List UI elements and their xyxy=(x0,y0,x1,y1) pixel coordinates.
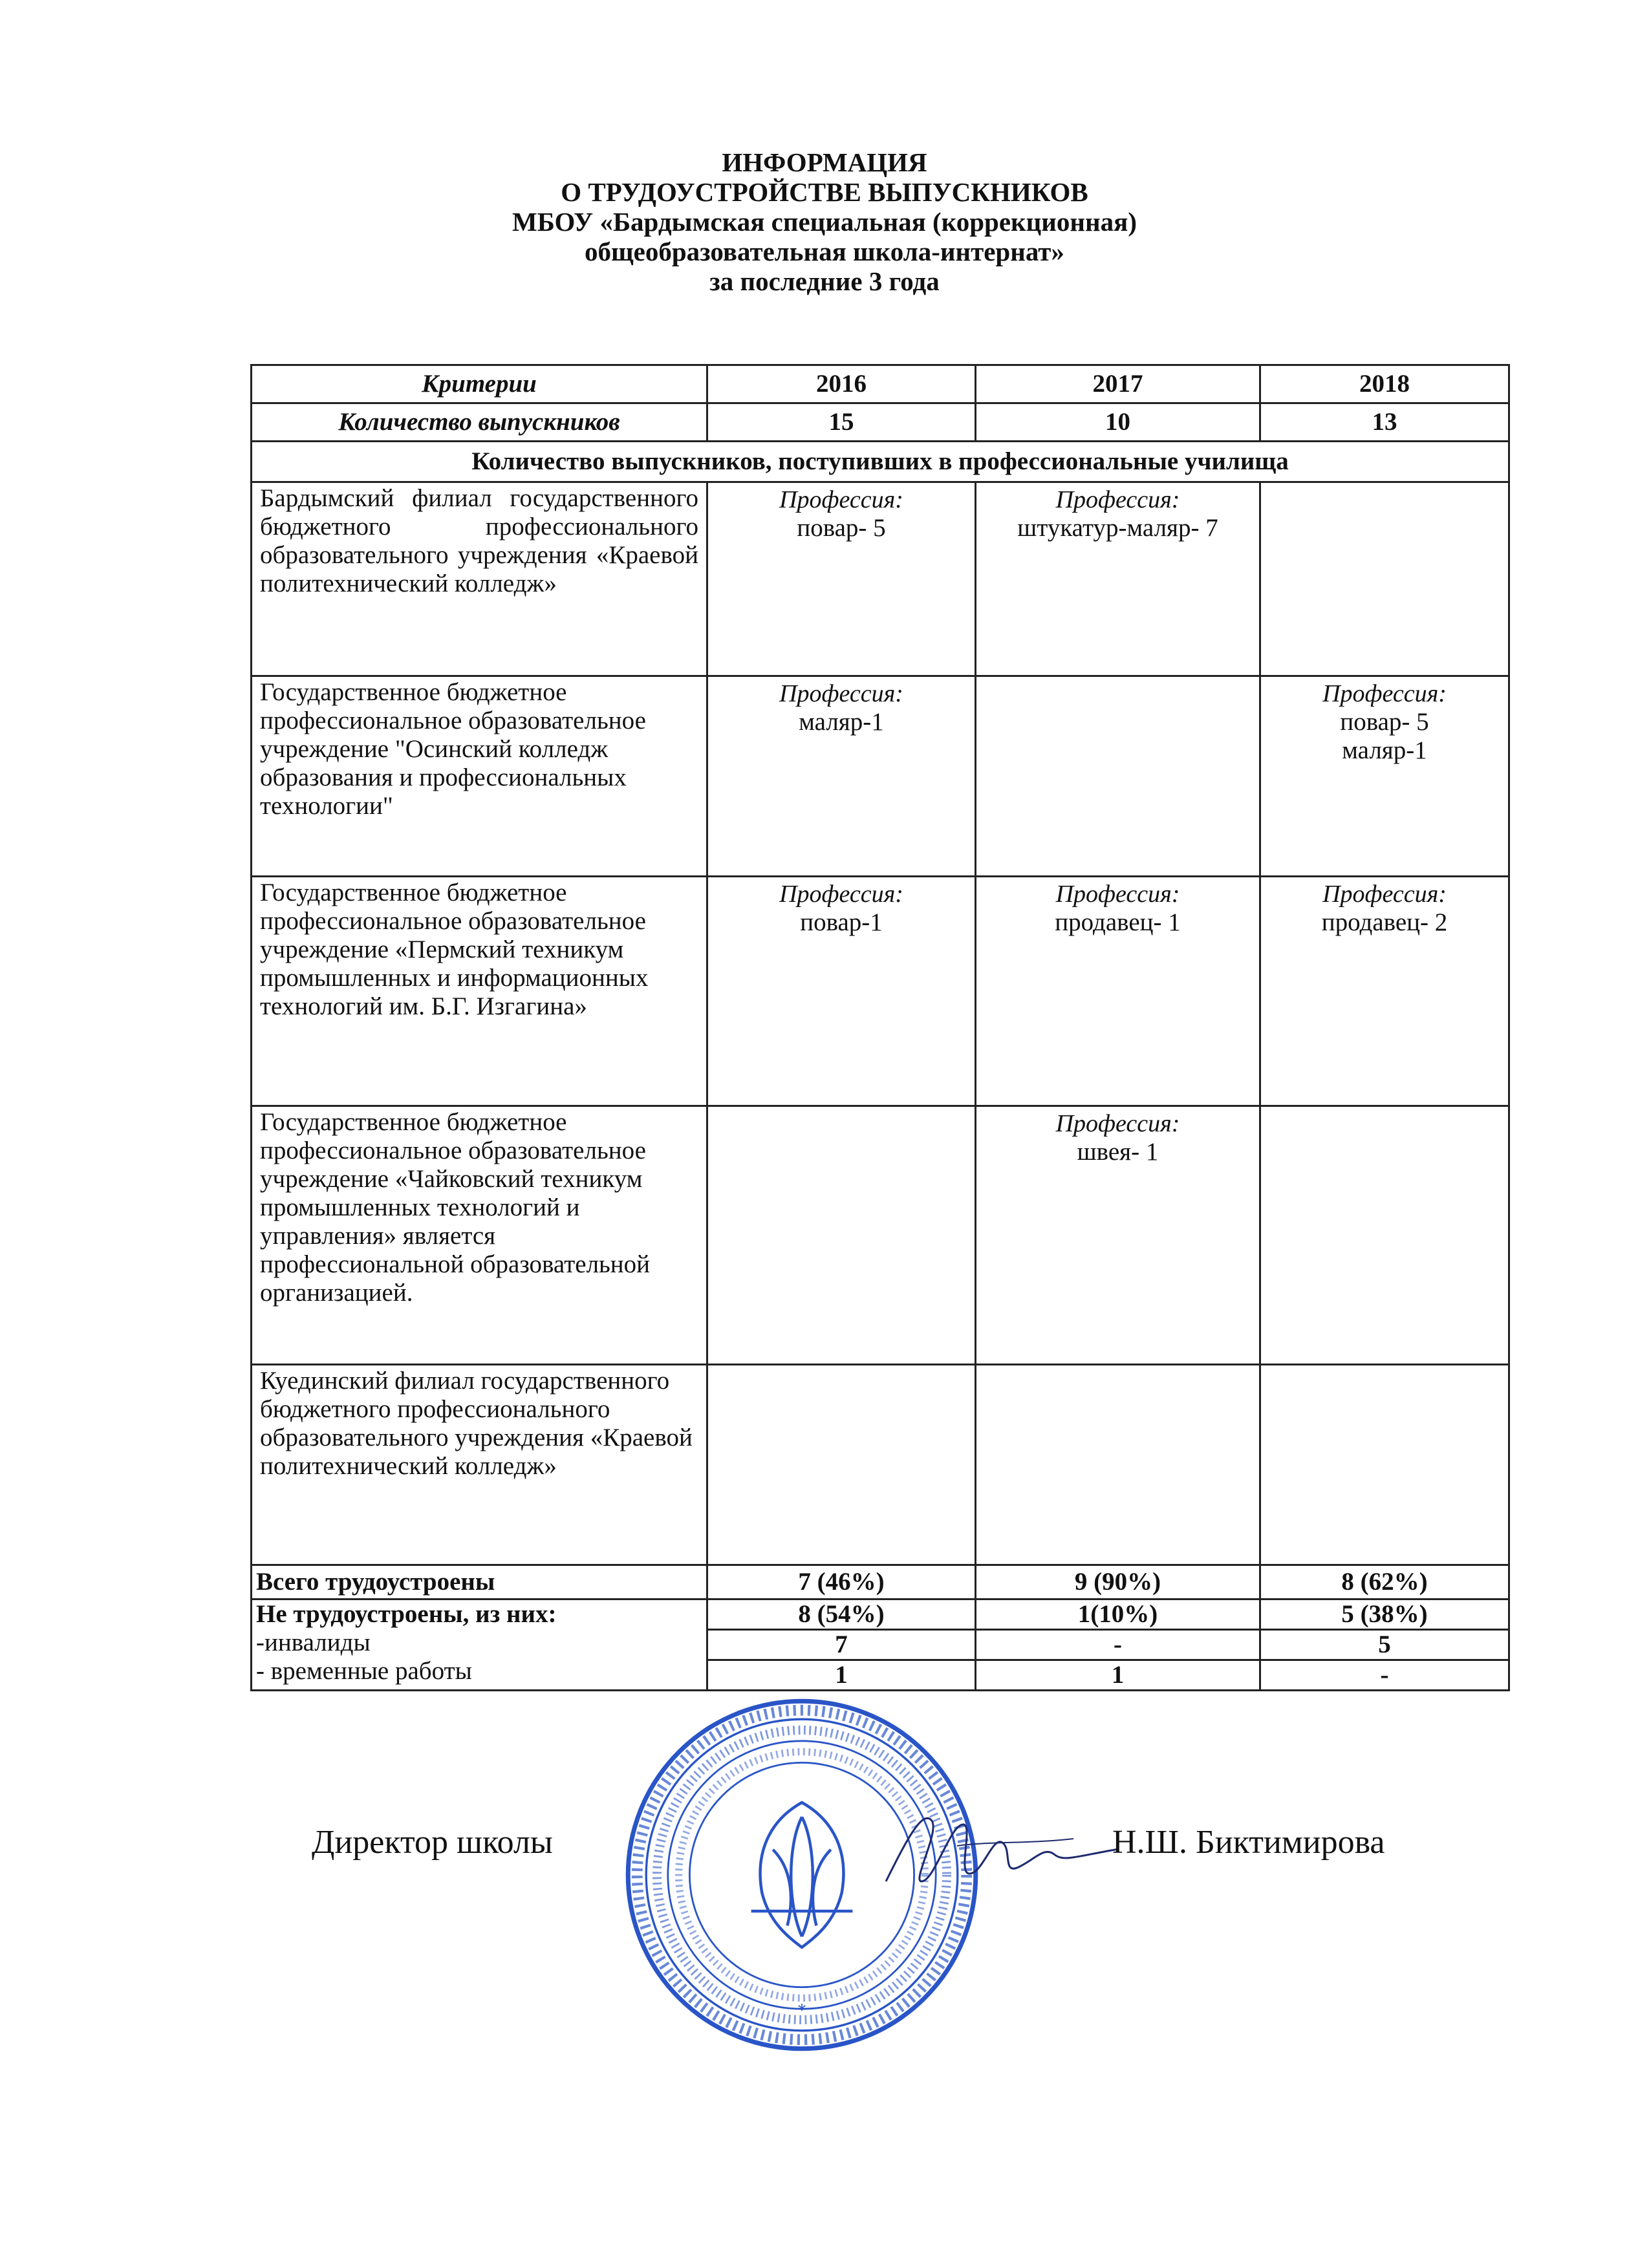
institution-name: Государственное бюджетное профессиональное образовательное учреждение «Чайковский техникум промышленных технологий и управления» является профессиональной образовательной организацией. xyxy=(252,1106,707,1365)
disabled-2017: - xyxy=(976,1630,1260,1660)
profession-cell-2017 xyxy=(976,676,1260,877)
header-year-2016: 2016 xyxy=(707,365,976,403)
title-line-1: ИНФОРМАЦИЯ xyxy=(722,147,927,177)
profession-label: Профессия: xyxy=(1055,881,1180,908)
institution-row xyxy=(252,482,1509,676)
profession-cell-2018 xyxy=(1260,1365,1509,1565)
profession-cell-2018 xyxy=(1260,482,1509,676)
institution-row xyxy=(252,1106,1509,1365)
not-employed-2017: 1(10%) xyxy=(976,1599,1260,1630)
employed-label: Всего трудоустроены xyxy=(252,1565,707,1599)
director-position: Директор школы xyxy=(312,1824,553,1861)
profession-value: продавец- 1 xyxy=(1055,908,1181,936)
institution-name: Куединский филиал государственного бюджетного профессионального образовательного учреждения «Краевой политехнический колледж» xyxy=(252,1365,707,1565)
employment-table xyxy=(250,364,1510,1691)
profession-cell-2016 xyxy=(707,1365,976,1565)
graduates-2016: 15 xyxy=(707,403,976,442)
disabled-2018: 5 xyxy=(1260,1630,1509,1660)
institution-name: Государственное бюджетное профессиональное образовательное учреждение «Пермский техникум промышленных и информационных технологий им. Б.Г. Изгагина» xyxy=(252,877,707,1106)
profession-cell-2016 xyxy=(707,877,976,1106)
title-line-4: общеобразовательная школа-интернат» xyxy=(585,237,1064,266)
graduates-label: Количество выпускников xyxy=(252,403,707,442)
institution-row xyxy=(252,676,1509,877)
not-employed-2016: 8 (54%) xyxy=(707,1599,976,1630)
table-header-row xyxy=(252,365,1509,403)
profession-value: маляр-1 xyxy=(1342,736,1427,764)
profession-value: маляр-1 xyxy=(799,708,884,736)
profession-cell-2018 xyxy=(1260,676,1509,877)
profession-value: швея- 1 xyxy=(1077,1138,1159,1166)
temporary-2018: - xyxy=(1260,1660,1509,1691)
disabled-2016: 7 xyxy=(707,1630,976,1660)
profession-label: Профессия: xyxy=(779,881,903,908)
profession-value: повар- 5 xyxy=(797,514,886,542)
profession-value: продавец- 2 xyxy=(1321,908,1448,936)
graduates-2017: 10 xyxy=(976,403,1260,442)
header-criteria: Критерии xyxy=(252,365,707,403)
graduates-2018: 13 xyxy=(1260,403,1509,442)
profession-cell-2017 xyxy=(976,877,1260,1106)
institution-row xyxy=(252,877,1509,1106)
profession-label: Профессия: xyxy=(1055,486,1180,513)
header-year-2017: 2017 xyxy=(976,365,1260,403)
director-name: Н.Ш. Биктимирова xyxy=(1112,1824,1385,1861)
disabled-label: -инвалиды xyxy=(256,1629,371,1656)
section-row xyxy=(252,442,1509,482)
profession-label: Профессия: xyxy=(1322,881,1447,908)
temporary-2017: 1 xyxy=(976,1660,1260,1691)
signature-icon xyxy=(860,1784,1132,1914)
section-title: Количество выпускников, поступивших в профессиональные училища xyxy=(252,442,1509,482)
profession-cell-2016 xyxy=(707,1106,976,1365)
profession-label: Профессия: xyxy=(779,680,903,707)
svg-text:*: * xyxy=(797,2000,806,2021)
not-employed-labels xyxy=(252,1599,707,1691)
employed-2017: 9 (90%) xyxy=(976,1565,1260,1599)
profession-label: Профессия: xyxy=(1322,680,1447,707)
profession-cell-2018 xyxy=(1260,877,1509,1106)
not-employed-label: Не трудоустроены, из них: xyxy=(256,1600,557,1628)
document-title xyxy=(0,147,1649,296)
title-line-5: за последние 3 года xyxy=(709,266,940,296)
temporary-label: - временные работы xyxy=(256,1657,472,1685)
not-employed-row xyxy=(252,1599,1509,1630)
not-employed-2018: 5 (38%) xyxy=(1260,1599,1509,1630)
profession-cell-2017 xyxy=(976,1365,1260,1565)
profession-label: Профессия: xyxy=(1055,1110,1180,1137)
profession-cell-2016 xyxy=(707,482,976,676)
profession-label: Профессия: xyxy=(779,486,903,513)
profession-value: повар-1 xyxy=(800,908,883,936)
profession-value: повар- 5 xyxy=(1340,708,1429,736)
employed-2018: 8 (62%) xyxy=(1260,1565,1509,1599)
profession-cell-2017 xyxy=(976,1106,1260,1365)
institution-row xyxy=(252,1365,1509,1565)
title-line-2: О ТРУДОУСТРОЙСТВЕ ВЫПУСКНИКОВ xyxy=(561,177,1088,207)
title-line-3: МБОУ «Бардымская специальная (коррекционная) xyxy=(512,207,1137,237)
employed-2016: 7 (46%) xyxy=(707,1565,976,1599)
header-year-2018: 2018 xyxy=(1260,365,1509,403)
employed-row xyxy=(252,1565,1509,1599)
profession-cell-2018 xyxy=(1260,1106,1509,1365)
institution-name: Бардымский филиал государственного бюджетного профессионального образовательного учреждения «Краевой политехнический колледж» xyxy=(252,482,707,676)
temporary-2016: 1 xyxy=(707,1660,976,1691)
institution-name: Государственное бюджетное профессиональное образовательное учреждение "Осинский колледж образования и профессиональных технологии" xyxy=(252,676,707,877)
graduates-row xyxy=(252,403,1509,442)
profession-cell-2017 xyxy=(976,482,1260,676)
profession-cell-2016 xyxy=(707,676,976,877)
profession-value: штукатур-маляр- 7 xyxy=(1017,514,1218,542)
